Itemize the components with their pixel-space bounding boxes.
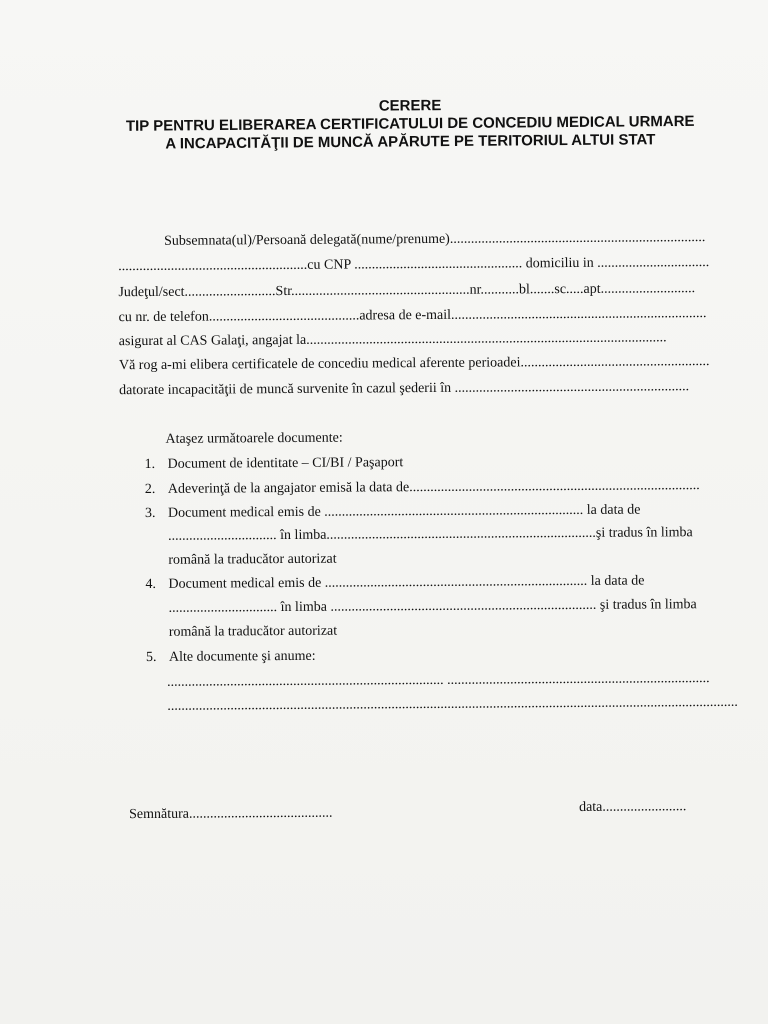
date-field: data........................ (578, 799, 687, 815)
title-line-1: CERERE (378, 97, 442, 115)
doc-item-number: 3. (144, 505, 156, 521)
doc-item-text: Alte documente şi anume: (168, 648, 316, 665)
doc-item-text: română la traducător autorizat (168, 551, 337, 568)
signature-field: Semnătura......................................... (129, 805, 333, 823)
doc-item-number: 5. (145, 649, 157, 665)
doc-item-number: 4. (145, 576, 157, 592)
doc-item-text: ............................... în limba ............................................................................ şi tradus în limba (168, 597, 697, 616)
form-line-contact: cu nr. de telefon...........................................adresa de e-mail......................................................................... (118, 306, 707, 326)
form-line-insured: asigurat al CAS Galaţi, angajat la....................................................................................................... (118, 330, 667, 350)
doc-item-number: 2. (144, 481, 156, 497)
doc-item-blank-line: ................................................................................................................................................................... (167, 694, 738, 714)
doc-item-text: Adeverinţă de la angajator emisă la data de................................................................................... (167, 478, 700, 497)
documents-intro: Ataşez următoarele documente: (165, 430, 343, 447)
doc-item-text: Document medical emis de .......................................................................... la data de (167, 502, 641, 521)
title-line-2: TIP PENTRU ELIBERAREA CERTIFICATULUI DE CONCEDIU MEDICAL URMARE (125, 112, 695, 135)
title-line-3: A INCAPACITĂŢII DE MUNCĂ APĂRUTE PE TERITORIUL ALTUI STAT (165, 131, 656, 153)
form-line-name: Subsemnata(ul)/Persoană delegată(nume/prenume)......................................................................... (164, 230, 706, 249)
form-line-address: Judeţul/sect..........................Str...................................................nr...........bl.......sc.....apt........................... (118, 281, 696, 301)
form-line-stay: datorate incapacităţii de muncă survenite în cazul şederii în ................................................................... (119, 379, 690, 399)
doc-item-text: ............................... în limba.............................................................................şi tradus în limba (168, 525, 693, 544)
doc-item-blank-line: ............................................................................... ........................................................................... (167, 671, 710, 690)
doc-item-text: Document de identitate – CI/BI / Paşaport (167, 455, 404, 472)
doc-item-text: română la traducător autorizat (168, 623, 338, 640)
form-line-cnp: ......................................................cu CNP ................................................ domiciliu in ................................ (118, 255, 710, 275)
form-line-request: Vă rog a-mi elibera certificatele de concediu medical aferente perioadei...................................................... (118, 354, 710, 374)
doc-item-number: 1. (144, 456, 156, 472)
doc-item-text: Document medical emis de ........................................................................... la data de (168, 573, 645, 592)
